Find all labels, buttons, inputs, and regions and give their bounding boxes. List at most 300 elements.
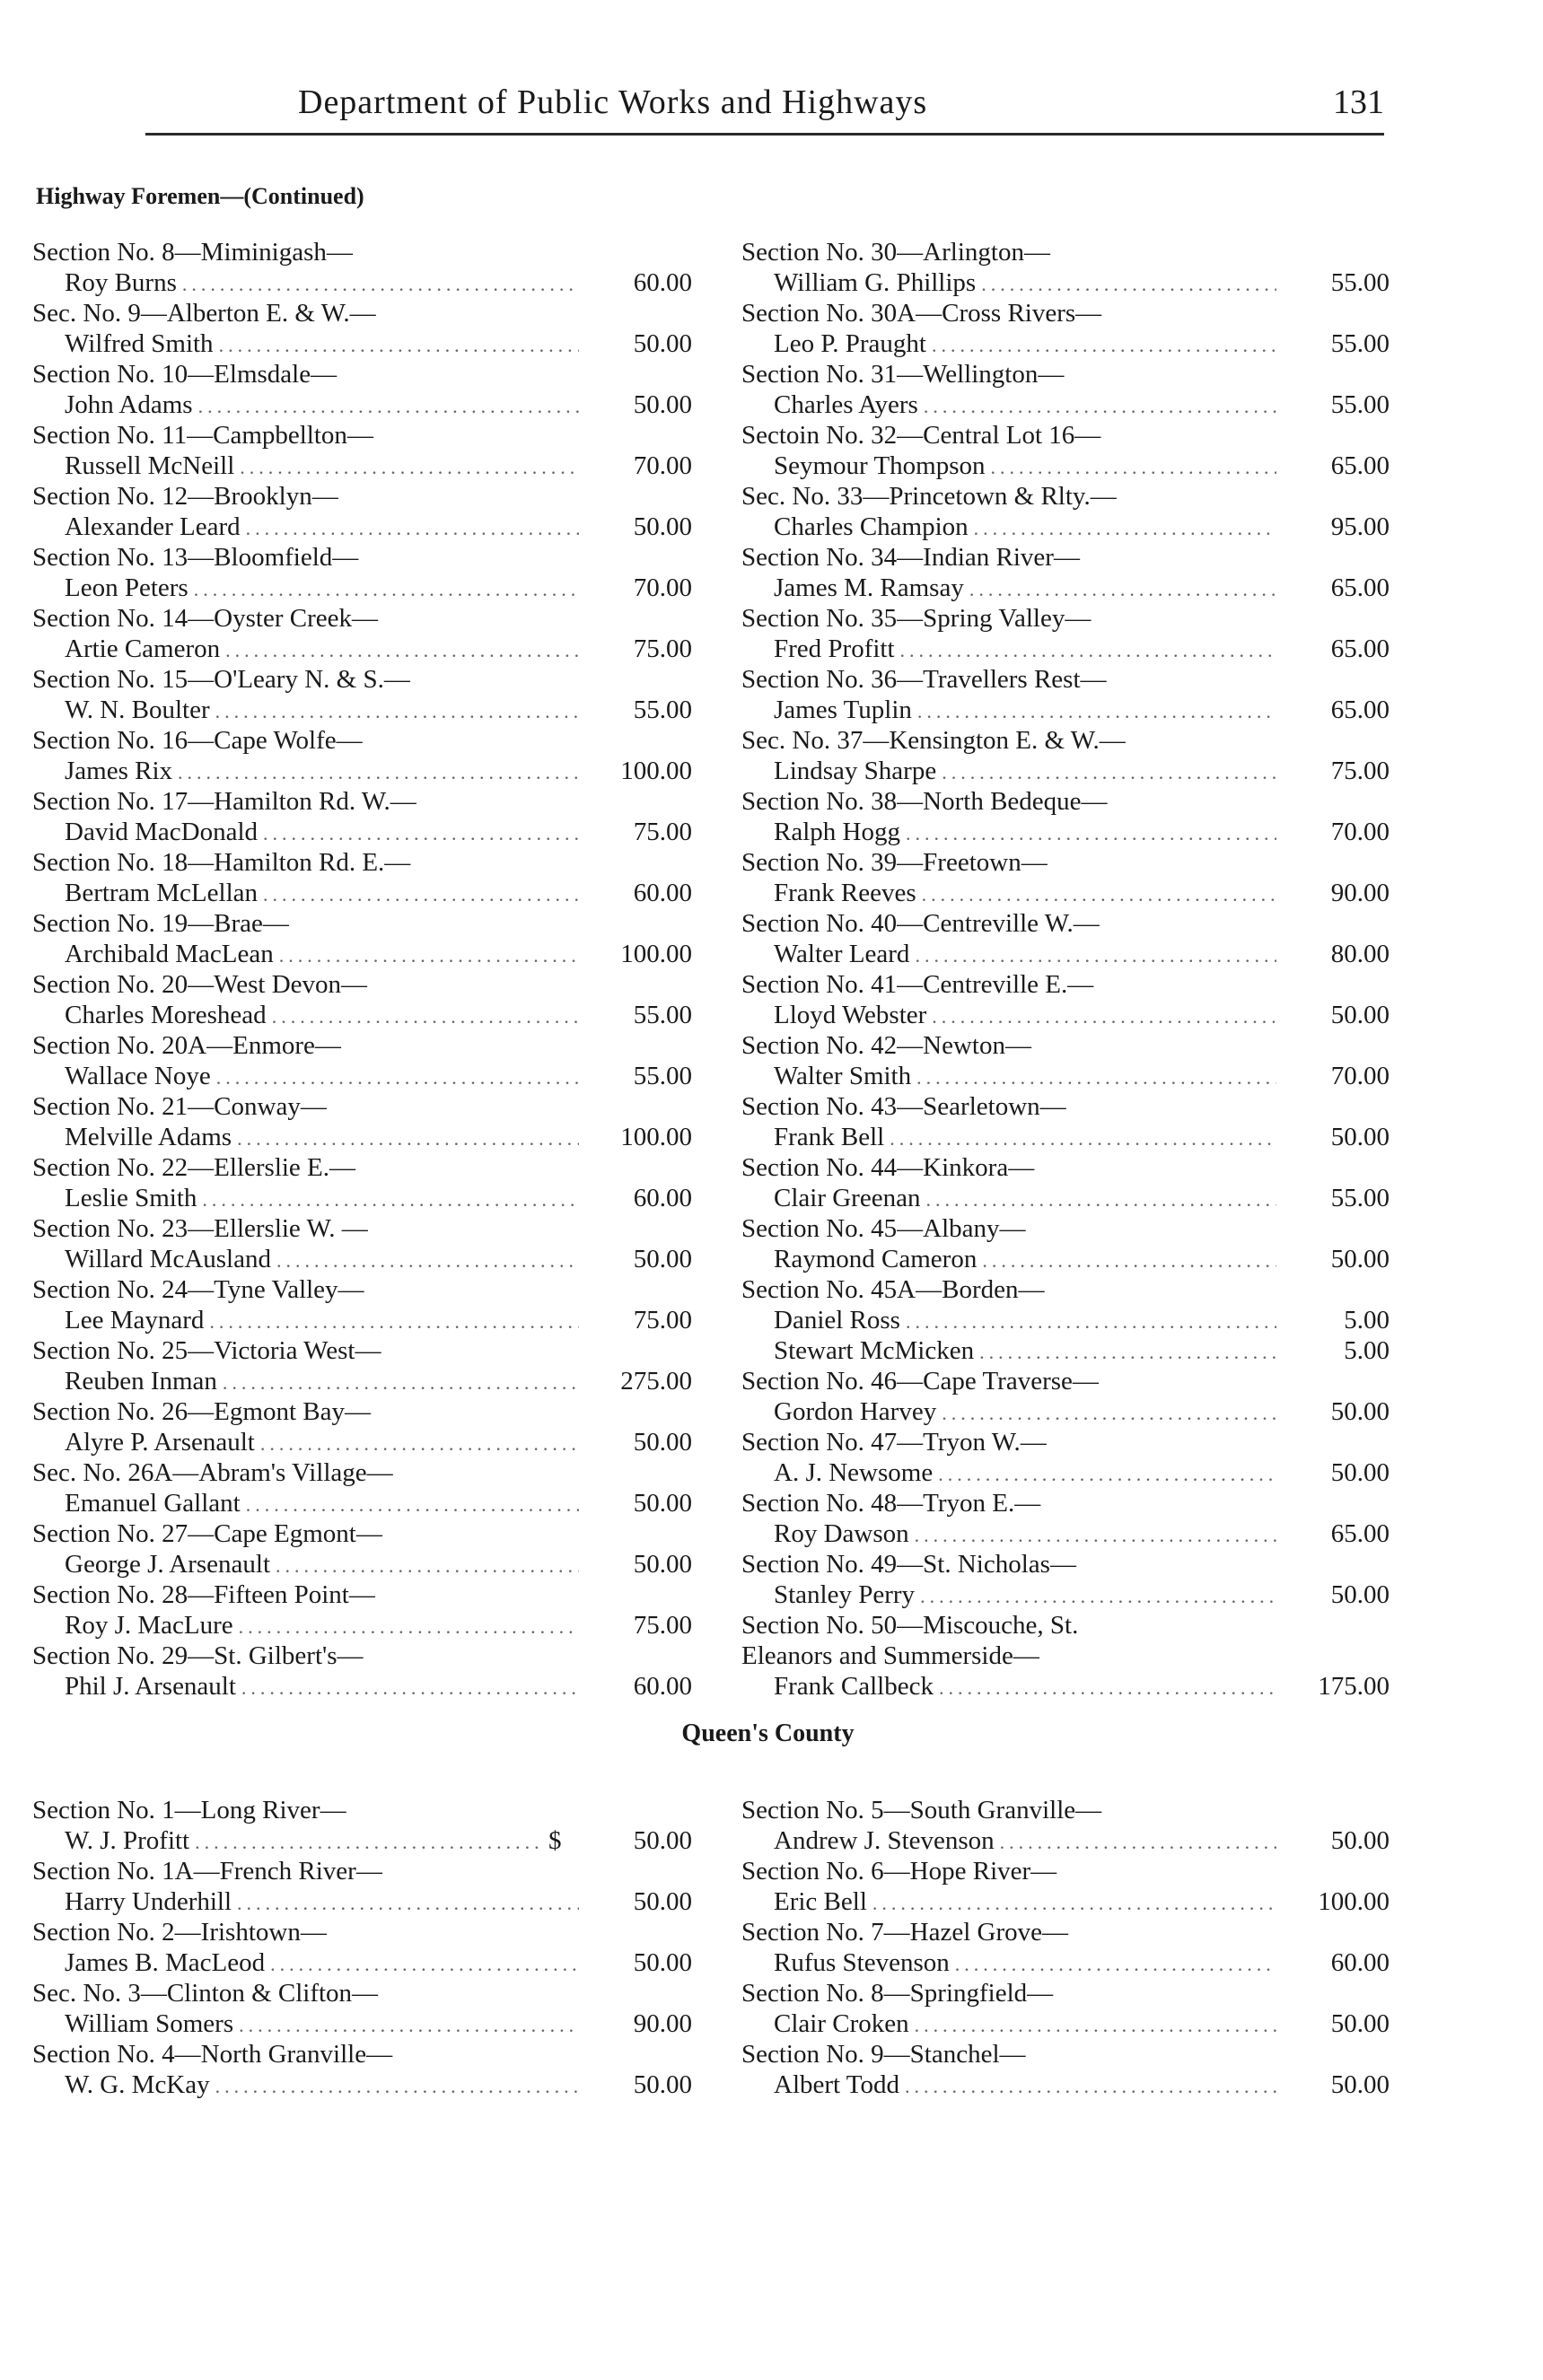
section-label: Section No. 13—Bloomfield— <box>32 543 359 572</box>
foreman-entry <box>741 786 1390 847</box>
dot-leader <box>272 1003 579 1030</box>
foreman-name: W. N. Boulter <box>65 696 210 724</box>
foreman-entry <box>32 1641 692 1702</box>
foreman-entry <box>741 542 1390 603</box>
amount: 75.00 <box>1330 757 1390 785</box>
section-label: Section No. 8—Miminigash— <box>32 238 353 267</box>
foreman-entry <box>32 725 692 786</box>
foreman-entry <box>32 359 692 420</box>
amount: 70.00 <box>1330 818 1390 846</box>
section-label: Section No. 20A—Enmore— <box>32 1031 341 1060</box>
foreman-name: Eric Bell <box>774 1887 867 1916</box>
dot-leader <box>260 1431 579 1457</box>
amount: 60.00 <box>1330 1948 1390 1977</box>
entry-detail-line <box>741 756 1390 786</box>
foreman-entry <box>32 1152 692 1213</box>
amount: 175.00 <box>1318 1672 1390 1701</box>
dot-leader <box>240 454 579 481</box>
foreman-name: A. J. Newsome <box>774 1458 934 1487</box>
amount: 50.00 <box>1330 1397 1390 1426</box>
entry-detail-line <box>741 878 1390 908</box>
foreman-entry <box>32 969 692 1030</box>
section-label: Section No. 27—Cape Egmont— <box>32 1519 382 1548</box>
foreman-entry <box>741 1091 1390 1152</box>
amount: 100.00 <box>620 757 692 785</box>
foreman-entry <box>32 603 692 664</box>
entry-detail-line <box>32 634 692 664</box>
foreman-name: Leo P. Praught <box>774 329 926 358</box>
amount: 50.00 <box>633 1428 692 1457</box>
entry-detail-line <box>32 1610 692 1641</box>
foreman-entry <box>32 786 692 847</box>
dot-leader <box>932 332 1276 359</box>
section-label: Section No. 45A—Borden— <box>741 1275 1045 1304</box>
foreman-name: Stewart McMicken <box>774 1336 975 1365</box>
amount: 50.00 <box>633 1887 692 1916</box>
foreman-entry <box>32 1856 692 1917</box>
amount: 5.00 <box>1344 1306 1390 1334</box>
section-label: Section No. 5—South Granville— <box>741 1796 1102 1824</box>
amount: 55.00 <box>1330 390 1390 419</box>
amount: 75.00 <box>633 1306 692 1334</box>
dot-leader <box>202 1186 579 1213</box>
dot-leader <box>276 1553 579 1579</box>
amount: 55.00 <box>633 1062 692 1090</box>
foreman-name: Frank Bell <box>774 1123 885 1151</box>
amount: 70.00 <box>633 451 692 480</box>
dot-leader <box>263 881 579 908</box>
section-label: Section No. 38—North Bedeque— <box>741 787 1108 816</box>
foreman-entry <box>32 1335 692 1396</box>
section-label: Section No. 10—Elmsdale— <box>32 360 338 389</box>
foreman-entry <box>741 969 1390 1030</box>
section-label: Section No. 7—Hazel Grove— <box>741 1918 1069 1947</box>
section-label: Section No. 21—Conway— <box>32 1092 327 1121</box>
section-label: Section No. 48—Tryon E.— <box>741 1489 1041 1518</box>
foreman-entry <box>32 1091 692 1152</box>
entry-detail-line <box>741 1335 1390 1366</box>
foreman-name: Harry Underhill <box>65 1887 232 1916</box>
entry-detail-line <box>32 1366 692 1396</box>
foreman-entry <box>741 1610 1390 1702</box>
amount: 50.00 <box>1330 1458 1390 1487</box>
entry-detail-line <box>32 2008 692 2039</box>
entry-detail-line <box>32 1427 692 1457</box>
entry-detail-line <box>741 1825 1390 1856</box>
entry-detail-line <box>32 939 692 969</box>
foreman-entry <box>32 1030 692 1091</box>
entry-detail-line <box>32 1825 692 1856</box>
foreman-entry <box>741 359 1390 420</box>
amount: 55.00 <box>1330 329 1390 358</box>
section-label: Section No. 49—St. Nicholas— <box>741 1550 1076 1579</box>
dot-leader <box>239 1614 579 1641</box>
foreman-name: Albert Todd <box>774 2070 900 2099</box>
amount: 90.00 <box>1330 879 1390 907</box>
entry-detail-line <box>741 1579 1390 1610</box>
page-title: Department of Public Works and Highways <box>298 83 928 121</box>
dot-leader <box>209 1308 579 1335</box>
amount: 55.00 <box>1330 1184 1390 1212</box>
dot-leader <box>939 1675 1276 1702</box>
amount: 275.00 <box>620 1367 692 1396</box>
left-column <box>32 237 692 1702</box>
amount: 75.00 <box>633 818 692 846</box>
foreman-name: Charles Ayers <box>774 390 918 419</box>
section-label: Section No. 31—Wellington— <box>741 360 1065 389</box>
section-label: Section No. 17—Hamilton Rd. W.— <box>32 787 416 816</box>
foreman-name: Frank Callbeck <box>774 1672 934 1701</box>
foreman-entry <box>741 2039 1390 2100</box>
dot-leader <box>890 1125 1276 1152</box>
amount: 60.00 <box>633 879 692 907</box>
entry-detail-line <box>32 1671 692 1702</box>
currency-symbol: $ <box>548 1826 562 1855</box>
dot-leader <box>225 637 579 664</box>
foreman-entry <box>741 725 1390 786</box>
section-label: Section No. 14—Oyster Creek— <box>32 604 378 633</box>
entry-detail-line <box>741 512 1390 542</box>
entry-detail-line <box>741 1305 1390 1335</box>
foreman-name: Clair Greenan <box>774 1184 921 1212</box>
amount: 55.00 <box>633 1001 692 1029</box>
amount: 50.00 <box>633 2070 692 2099</box>
foreman-name: James B. MacLeod <box>65 1948 266 1977</box>
section-label: Section No. 12—Brooklyn— <box>32 482 338 511</box>
foreman-entry <box>32 1274 692 1335</box>
section-label: Section No. 30—Arlington— <box>741 238 1050 267</box>
amount: 60.00 <box>633 1672 692 1701</box>
foreman-name: Charles Moreshead <box>65 1001 267 1029</box>
foreman-name: Alexander Leard <box>65 512 241 541</box>
foreman-entry <box>741 298 1390 359</box>
foreman-entry <box>32 1518 692 1579</box>
dot-leader <box>932 1003 1276 1030</box>
foreman-name: Daniel Ross <box>774 1306 900 1334</box>
dot-leader <box>942 1400 1276 1427</box>
section-label: Section No. 1A—French River— <box>32 1857 382 1886</box>
foreman-entry <box>32 420 692 481</box>
amount: 50.00 <box>1330 1826 1390 1855</box>
dot-leader <box>900 637 1276 664</box>
dot-leader <box>920 1583 1276 1610</box>
amount: 50.00 <box>633 1948 692 1977</box>
amount: 60.00 <box>633 268 692 297</box>
section-label: Section No. 22—Ellerslie E.— <box>32 1153 356 1182</box>
entry-detail-line <box>32 1122 692 1152</box>
foreman-entry <box>32 1978 692 2039</box>
dot-leader <box>917 698 1276 725</box>
entry-detail-line <box>32 512 692 542</box>
dot-leader <box>182 271 579 298</box>
amount: 70.00 <box>1330 1062 1390 1090</box>
dot-leader <box>916 1064 1276 1091</box>
section-label-continued: Eleanors and Summerside— <box>741 1641 1039 1670</box>
dot-leader <box>982 1247 1276 1274</box>
foreman-name: Frank Reeves <box>774 879 916 907</box>
foreman-name: Wallace Noye <box>65 1062 211 1090</box>
foreman-entry <box>32 847 692 908</box>
amount: 50.00 <box>1330 1123 1390 1151</box>
foreman-name: Roy Burns <box>65 268 177 297</box>
foreman-name: Gordon Harvey <box>774 1397 937 1426</box>
foreman-entry <box>741 603 1390 664</box>
dot-leader <box>246 515 579 542</box>
dot-leader <box>906 1308 1276 1335</box>
entry-detail-line <box>32 1061 692 1091</box>
dot-leader <box>991 454 1277 481</box>
foreman-name: Roy Dawson <box>774 1519 909 1548</box>
foreman-entry <box>32 664 692 725</box>
dot-leader <box>276 1247 579 1274</box>
dot-leader <box>263 820 579 847</box>
entry-detail-line <box>741 1886 1390 1917</box>
dot-leader <box>237 1125 579 1152</box>
entry-detail-line <box>741 1122 1390 1152</box>
entry-detail-line <box>32 328 692 359</box>
dot-leader <box>215 2073 579 2100</box>
foreman-entry <box>32 2039 692 2100</box>
section-label: Section No. 45—Albany— <box>741 1214 1026 1243</box>
section-label: Section No. 1—Long River— <box>32 1796 346 1824</box>
section-label: Section No. 40—Centreville W.— <box>741 909 1100 938</box>
amount: 55.00 <box>1330 268 1390 297</box>
foreman-name: William G. Phillips <box>774 268 977 297</box>
dot-leader <box>270 1951 579 1978</box>
foreman-name: Reuben Inman <box>65 1367 217 1396</box>
page-header <box>145 79 1384 136</box>
dot-leader <box>915 1522 1276 1549</box>
foreman-entry <box>741 908 1390 969</box>
foreman-entry <box>741 420 1390 481</box>
dot-leader <box>924 393 1276 420</box>
entry-detail-line <box>741 2069 1390 2100</box>
foreman-entry <box>741 1366 1390 1427</box>
entry-detail-line <box>32 1305 692 1335</box>
foreman-entry <box>32 542 692 603</box>
section-label: Section No. 20—West Devon— <box>32 970 368 999</box>
dot-leader <box>241 1675 579 1702</box>
dot-leader <box>219 332 579 359</box>
section-label: Section No. 8—Springfield— <box>741 1979 1054 2008</box>
section-heading: Highway Foremen—(Continued) <box>36 183 364 209</box>
foreman-name: Alyre P. Arsenault <box>65 1428 255 1457</box>
foreman-name: Ralph Hogg <box>774 818 900 846</box>
foreman-entry <box>741 481 1390 542</box>
foreman-name: Archibald MacLean <box>65 940 274 968</box>
entry-detail-line <box>32 2069 692 2100</box>
amount: 100.00 <box>620 940 692 968</box>
section-label: Sectoin No. 32—Central Lot 16— <box>741 421 1101 450</box>
dot-leader <box>215 698 579 725</box>
entry-detail-line <box>32 1244 692 1274</box>
amount: 50.00 <box>633 1550 692 1579</box>
page-number: 131 <box>1333 83 1384 121</box>
amount: 50.00 <box>633 329 692 358</box>
entry-detail-line <box>32 1886 692 1917</box>
dot-leader <box>216 1064 579 1091</box>
section-label: Section No. 36—Travellers Rest— <box>741 665 1107 694</box>
section-label: Section No. 35—Spring Valley— <box>741 604 1091 633</box>
foreman-name: James M. Ramsay <box>774 573 964 602</box>
entry-detail-line <box>741 451 1390 481</box>
amount: 50.00 <box>1330 1245 1390 1273</box>
amount: 50.00 <box>633 1245 692 1273</box>
foreman-entry <box>741 1917 1390 1978</box>
dot-leader <box>922 881 1276 908</box>
foreman-entry <box>741 237 1390 298</box>
amount: 5.00 <box>1344 1336 1390 1365</box>
foreman-entry <box>741 1795 1390 1856</box>
section-label: Section No. 2—Irishtown— <box>32 1918 327 1947</box>
dot-leader <box>195 1829 543 1856</box>
section-label: Section No. 23—Ellerslie W. — <box>32 1214 368 1243</box>
right-column <box>741 237 1390 1702</box>
section-label: Sec. No. 9—Alberton E. & W.— <box>32 299 376 328</box>
section-label: Section No. 28—Fifteen Point— <box>32 1580 375 1609</box>
section-label: Sec. No. 33—Princetown & Rlty.— <box>741 482 1117 511</box>
foreman-name: Fred Profitt <box>774 634 895 663</box>
entry-detail-line <box>741 817 1390 847</box>
foreman-name: James Rix <box>65 757 173 785</box>
amount: 95.00 <box>1330 512 1390 541</box>
amount: 65.00 <box>1330 696 1390 724</box>
entry-detail-line <box>32 451 692 481</box>
foreman-entry <box>32 1579 692 1641</box>
dot-leader <box>938 1461 1276 1488</box>
foreman-name: Melville Adams <box>65 1123 232 1151</box>
dot-leader <box>906 820 1276 847</box>
foreman-entry <box>32 1457 692 1518</box>
entry-detail-line <box>32 267 692 298</box>
entry-detail-line <box>741 1947 1390 1978</box>
foreman-name: James Tuplin <box>774 696 912 724</box>
amount: 50.00 <box>633 1826 692 1855</box>
foreman-entry <box>741 847 1390 908</box>
foreman-name: Seymour Thompson <box>774 451 986 480</box>
foreman-entry <box>741 1427 1390 1488</box>
section-label: Sec. No. 26A—Abram's Village— <box>32 1458 393 1487</box>
entry-detail-line <box>32 573 692 603</box>
amount: 60.00 <box>633 1184 692 1212</box>
entry-detail-line <box>32 1947 692 1978</box>
entry-detail-line <box>741 1061 1390 1091</box>
entry-detail-line <box>32 756 692 786</box>
dot-leader <box>925 1186 1276 1213</box>
section-label: Section No. 6—Hope River— <box>741 1857 1057 1886</box>
dot-leader <box>905 2073 1276 2100</box>
foreman-name: Bertram McLellan <box>65 879 258 907</box>
entry-detail-line <box>32 878 692 908</box>
foreman-entry <box>32 1213 692 1274</box>
section-label: Section No. 47—Tryon W.— <box>741 1428 1047 1457</box>
entry-detail-line <box>32 1183 692 1213</box>
entry-detail-line <box>741 389 1390 420</box>
foreman-name: Wilfred Smith <box>65 329 214 358</box>
entry-detail-line <box>32 695 692 725</box>
foreman-entry <box>741 1549 1390 1610</box>
section-label: Section No. 44—Kinkora— <box>741 1153 1035 1182</box>
entry-detail-line <box>741 1183 1390 1213</box>
amount: 50.00 <box>1330 2009 1390 2038</box>
section-label: Section No. 4—North Granville— <box>32 2040 393 2069</box>
entry-detail-line <box>32 389 692 420</box>
section-label: Section No. 26—Egmont Bay— <box>32 1397 371 1426</box>
entry-detail-line <box>741 1457 1390 1488</box>
dot-leader <box>239 2012 579 2039</box>
foreman-name: Andrew J. Stevenson <box>774 1826 995 1855</box>
foreman-entry <box>741 1274 1390 1366</box>
entry-detail-line <box>741 573 1390 603</box>
foreman-name: W. G. McKay <box>65 2070 210 2099</box>
amount: 50.00 <box>1330 2070 1390 2099</box>
foreman-name: Walter Leard <box>774 940 910 968</box>
foreman-name: Emanuel Gallant <box>65 1489 241 1518</box>
entry-detail-line <box>741 328 1390 359</box>
section-label: Section No. 50—Miscouche, St. <box>741 1611 1079 1640</box>
foreman-name: Lloyd Webster <box>774 1001 927 1029</box>
dot-leader <box>969 576 1276 603</box>
entry-detail-line <box>741 1671 1390 1702</box>
section-label: Section No. 18—Hamilton Rd. E.— <box>32 848 411 877</box>
foreman-entry <box>741 1030 1390 1091</box>
foreman-entry <box>741 1488 1390 1549</box>
section-label: Section No. 43—Searletown— <box>741 1092 1066 1121</box>
section-label: Section No. 41—Centreville E.— <box>741 970 1094 999</box>
dot-leader <box>178 759 579 786</box>
section-label: Sec. No. 3—Clinton & Clifton— <box>32 1979 379 2008</box>
amount: 50.00 <box>633 390 692 419</box>
foreman-name: Charles Champion <box>774 512 969 541</box>
foreman-name: David MacDonald <box>65 818 259 846</box>
foreman-name: John Adams <box>65 390 193 419</box>
section-label: Section No. 19—Brae— <box>32 909 289 938</box>
entry-detail-line <box>741 1518 1390 1549</box>
foreman-name: Leon Peters <box>65 573 188 602</box>
amount: 65.00 <box>1330 451 1390 480</box>
queens-left-column <box>32 1795 692 2100</box>
foreman-name: Lee Maynard <box>65 1306 205 1334</box>
dot-leader <box>198 393 579 420</box>
dot-leader <box>194 576 579 603</box>
foreman-name: Russell McNeill <box>65 451 235 480</box>
amount: 70.00 <box>633 573 692 602</box>
amount: 75.00 <box>633 634 692 663</box>
amount: 80.00 <box>1330 940 1390 968</box>
dot-leader <box>915 2012 1276 2039</box>
foreman-entry <box>32 908 692 969</box>
section-label: Section No. 30A—Cross Rivers— <box>741 299 1102 328</box>
section-label: Section No. 29—St. Gilbert's— <box>32 1641 364 1670</box>
foreman-name: Roy J. MacLure <box>65 1611 233 1640</box>
entry-detail-line <box>741 1000 1390 1030</box>
foreman-entry <box>741 1978 1390 2039</box>
entry-detail-line <box>32 1488 692 1518</box>
foreman-entry <box>32 298 692 359</box>
amount: 75.00 <box>633 1611 692 1640</box>
dot-leader <box>942 759 1276 786</box>
foreman-name: Leslie Smith <box>65 1184 197 1212</box>
foreman-name: Walter Smith <box>774 1062 912 1090</box>
entry-detail-line <box>741 1396 1390 1427</box>
dot-leader <box>955 1951 1276 1978</box>
entry-detail-line <box>32 1000 692 1030</box>
amount: 100.00 <box>1318 1887 1390 1916</box>
foreman-name: Clair Croken <box>774 2009 909 2038</box>
amount: 50.00 <box>633 1489 692 1518</box>
foreman-name: Stanley Perry <box>774 1580 916 1609</box>
county-heading-text: Queen's County <box>681 1719 855 1747</box>
